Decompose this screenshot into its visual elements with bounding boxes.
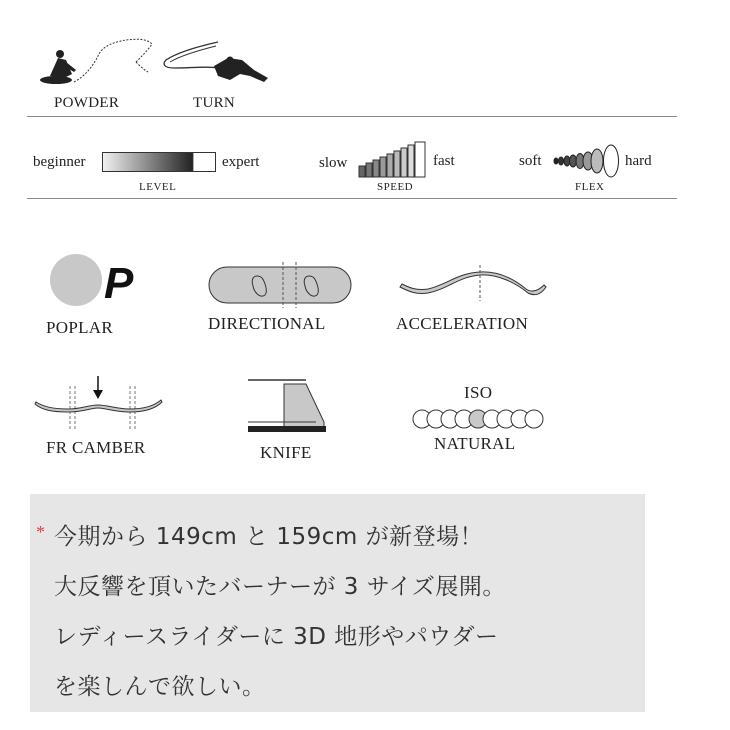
note-line-2: 大反響を頂いたバーナーが 3 サイズ展開。 (54, 574, 506, 600)
speed-bars-icon (358, 140, 430, 178)
fr-camber-icon (32, 372, 164, 432)
iso-natural-flex-icon (412, 406, 546, 432)
flex-max-label: hard (625, 153, 652, 169)
acceleration-label: ACCELERATION (396, 314, 529, 333)
level-max-label: expert (222, 154, 260, 170)
iso-label: ISO (464, 383, 493, 402)
acceleration-profile-icon (398, 263, 548, 303)
note-line-1: 今期から 149cm と 159cm が新登場！ (54, 524, 484, 550)
poplar-label: POPLAR (46, 318, 113, 337)
bottom-divider (27, 198, 677, 199)
top-divider (27, 116, 677, 117)
note-asterisk: * (36, 522, 45, 542)
speed-max-label: fast (433, 153, 455, 169)
note-line-3: レディースライダーに 3D 地形やパウダー (54, 624, 499, 650)
powder-label: POWDER (54, 95, 120, 111)
note-line-4: を楽しんで欲しい。 (54, 674, 266, 700)
flex-ellipses-icon (552, 143, 622, 179)
poplar-letter: P (104, 259, 134, 308)
speed-caption: SPEED (377, 181, 414, 193)
speed-min-label: slow (319, 155, 348, 171)
level-bar (102, 152, 216, 172)
directional-label: DIRECTIONAL (208, 314, 326, 333)
turn-rider-icon (160, 40, 272, 90)
powder-rider-icon (36, 36, 156, 96)
notes-box (30, 494, 645, 712)
fr-camber-label: FR CAMBER (46, 438, 146, 457)
flex-min-label: soft (519, 153, 542, 169)
directional-board-icon (205, 262, 355, 308)
knife-label: KNIFE (260, 443, 312, 462)
level-caption: LEVEL (139, 181, 177, 193)
natural-label: NATURAL (434, 434, 516, 453)
flex-caption: FLEX (575, 181, 605, 193)
knife-edge-icon (246, 378, 328, 436)
turn-label: TURN (193, 95, 236, 111)
level-min-label: beginner (33, 154, 86, 170)
